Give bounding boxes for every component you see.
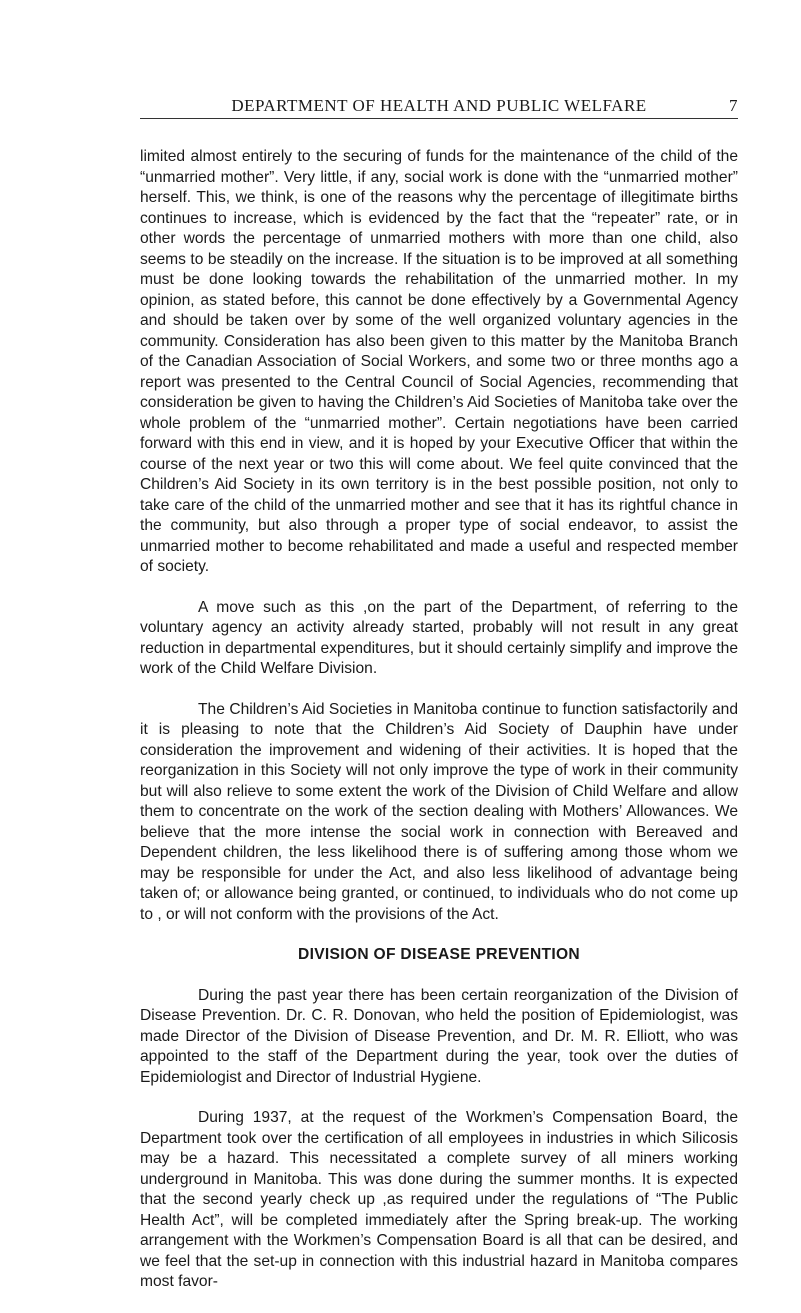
paragraph-voluntary-agency: A move such as this ,on the part of the Department, of referring to the voluntary agency an activity already started, probably will not result in any great reduction in departmental expenditures, but it should certainly simplify and improve the work of the Child Welfare Division. bbox=[140, 598, 738, 677]
running-header bbox=[140, 96, 738, 118]
running-title: DEPARTMENT OF HEALTH AND PUBLIC WELFARE bbox=[231, 96, 647, 115]
paragraph-childrens-aid: The Children’s Aid Societies in Manitoba continue to function satisfactorily and it is pleasing to note that the Children’s Aid Society of Dauphin have under consideration the improvement and widening of their activities. It is hoped that the reorganization in this Society will not only improve the type of work in their community but will also relieve to some extent the work of the Division of Child Welfare and allow them to concentrate on the work of the section dealing with Mothers’ Allowances. We believe that the more intense the social work in connection with Bereaved and Dependent children, the less likelihood there is of suffering among those whom we may be responsible for under the Act, and also less likelihood of advantage being taken of; or allowance being granted, or continued, to individuals who do not come up to , or will not conform with the provisions of the Act. bbox=[140, 700, 738, 923]
body-text bbox=[140, 147, 738, 1313]
paragraph-continuation: limited almost entirely to the securing of funds for the maintenance of the child of the “unmarried mother”. Very little, if any, social work is done with the “unmarried mother” herself. This, we think, is one of the reasons why the percentage of illegitimate births continues to increase, which is evidenced by the fact that the “repeater” rate, or in other words the percentage of unmarried mothers with more than one child, also seems to be steadily on the increase. If the situation is to be improved at all something must be done looking towards the rehabilitation of the unmarried mother. In my opinion, as stated before, this cannot be done effectively by a Governmental Agency and should be taken over by some of the well organized voluntary agencies in the community. Consideration has also been given to this matter by the Manitoba Branch of the Canadian Association of Social Workers, and some two or three months ago a report was presented to the Central Council of Social Agencies, recommending that consideration be given to having the Children’s Aid Societies of Manitoba take over the whole problem of the “unmarried mother”. Certain negotiations have been carried forward with this end in view, and it is hoped by your Executive Officer that within the course of the next year or two this will come about. We feel quite convinced that the Children’s Aid Society in its own territory is in the best possible position, not only to take care of the child of the unmarried mother and see that it has its rightful chance in the community, but also through a proper type of social endeavor, to assist the unmarried mother to become rehabilitated and made a useful and respected member of society. bbox=[140, 148, 738, 575]
section-heading: DIVISION OF DISEASE PREVENTION bbox=[298, 946, 580, 963]
paragraph-silicosis: During 1937, at the request of the Workmen’s Compensation Board, the Department took over the certification of all employees in industries in which Silicosis may be a hazard. This necessitated a complete survey of all miners working underground in Manitoba. This was done during the summer months. It is expected that the second yearly check up ,as required under the regulations of “The Public Health Act”, will be completed immediately after the Spring break-up. The working arrangement with the Workmen’s Compensation Board is all that can be desired, and we feel that the set-up in connection with this industrial hazard in Manitoba compares most favor- bbox=[140, 1109, 738, 1290]
header-rule bbox=[140, 118, 738, 119]
page-number: 7 bbox=[729, 96, 738, 115]
paragraph-reorganization: During the past year there has been certain reorganization of the Division of Disease Prevention. Dr. C. R. Donovan, who held the position of Epidemiologist, was made Director of the Division of Disease Prevention, and Dr. M. R. Elliott, who was appointed to the staff of the Department during the year, took over the duties of Epidemiologist and Director of Industrial Hygiene. bbox=[140, 986, 738, 1086]
